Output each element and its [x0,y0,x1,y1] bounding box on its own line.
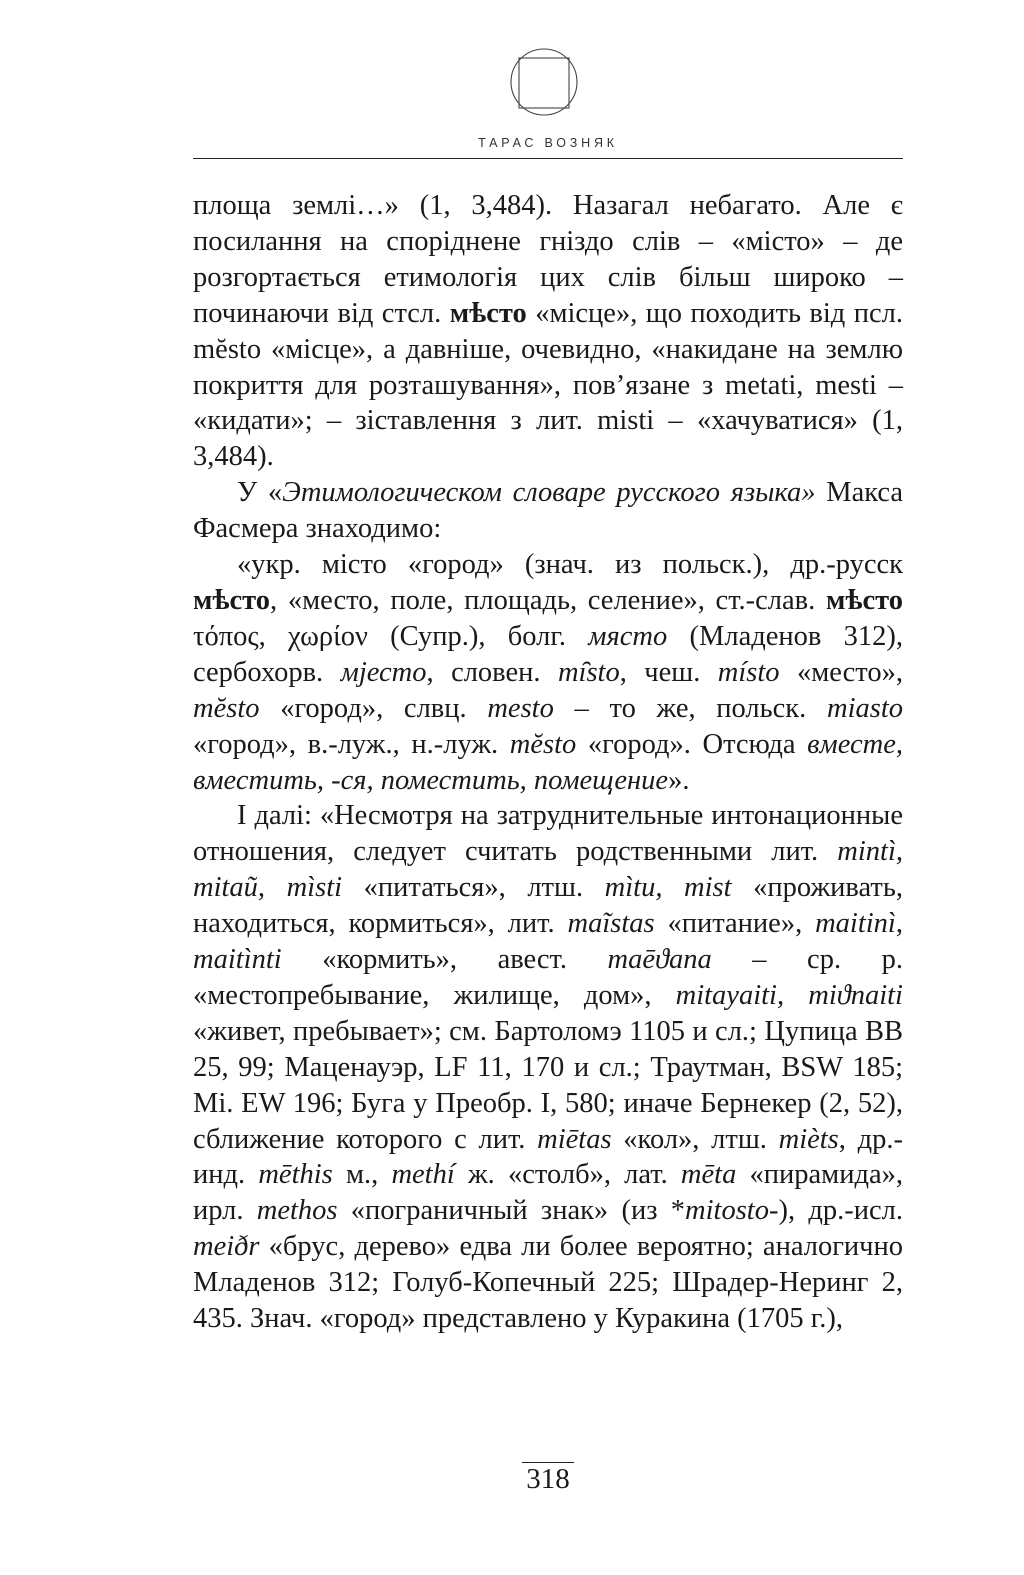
page-number-label: 318 [522,1462,574,1495]
text-segment: «проживать, находиться, кормиться», лит. [193,872,903,940]
italic-text: miasto [826,692,903,724]
italic-text: mièts [778,1123,839,1155]
paragraph [193,547,903,798]
church-slavonic-word: мѣсто [449,297,527,329]
text-segment: – то же, польск. [553,692,827,724]
italic-text: mĕsto [509,728,577,760]
text-segment: , чеш. [619,656,718,688]
italic-text: mı̑sto [557,656,620,688]
church-slavonic-word: мѣсто [825,584,903,616]
text-segment: «укр. місто «город» (знач. из польск.), др.-русск [237,549,903,581]
italic-text: miētas [537,1123,612,1155]
italic-text: meiðr [193,1231,260,1263]
text-segment: «кол», лтш. [611,1123,779,1155]
italic-text: methí [391,1159,455,1191]
text-segment: площа землі…» (1, 3,484). Назагал небагато. Але є посилання на споріднене гніздо слів – «місто» – де розгортається етимологія цих слів більш широко – починаючи від стсл. [193,190,903,329]
italic-text: мјесто [340,656,427,688]
header-divider [193,158,903,159]
italic-text: Этимологическом словаре русского языка» [282,477,816,509]
text-segment: «город», в.-луж., н.-луж. [193,728,510,760]
text-segment: , словен. [426,656,558,688]
text-segment: У « [237,477,283,509]
paragraph [193,475,903,547]
italic-text: maitìnti [193,944,282,976]
italic-text: място [588,620,668,652]
text-segment: «город». Отсюда [576,728,808,760]
italic-text: maitinì [815,908,896,940]
italic-text: methos [256,1195,338,1227]
text-segment: ». [668,764,690,796]
text-segment: «пирамида», ирл. [193,1159,903,1227]
italic-text: mesto [487,692,554,724]
text-segment: , др.-инд. [193,1123,903,1191]
text-segment: «живет, пребывает»; см. Бартоломэ 1105 и сл.; Цупица ВВ 25, 99; Маценауэр, LF 11, 170 и сл.; Траутман, BSW 185; Mi. EW 196; Буга у Преобр. I, 580; иначе Бернекер (2, 52), сближение которого с лит. [193,1015,903,1155]
text-segment: «брус, дерево» едва ли более вероятно; аналогично Младенов 312; Голуб-Копечный 225; Шрадер-Неринг 2, 435. Знач. «город» представлено у Куракина (1705 г.), [193,1231,903,1335]
italic-text: maēϑana [607,944,712,976]
book-logo-icon [509,47,579,117]
italic-text: mitosto [685,1195,769,1227]
text-segment: «кормить», авест. [281,944,608,976]
running-header-author: ТАРАС ВОЗНЯК [478,136,618,150]
text-segment: -), др.-исл. [768,1195,903,1227]
text-segment: , [895,908,903,940]
italic-text: maĩstas [567,908,655,940]
body-text [193,188,903,1337]
text-segment: «місце», що походить від псл. mĕsto «місце», а давніше, очевидно, «накидане на землю покриття для розташування», пов’язане з metati, mesti – «кидати»; – зіставлення з лит. misti – «хачуватися» (1, 3,484). [193,297,903,473]
text-segment: τόπος, χωρίον (Супр.), болг. [193,620,589,652]
text-segment: м., [332,1159,392,1191]
text-segment: ж. «столб», лат. [454,1159,681,1191]
italic-text: mìtu, mist [604,872,732,904]
text-segment: «место», [779,656,903,688]
italic-text: mitayaiti, miϑnaiti [675,979,903,1011]
text-segment: (Младенов 312), сербохорв. [193,620,903,688]
italic-text: mēthis [258,1159,333,1191]
text-segment: «пограничный знак» (из * [337,1195,686,1227]
church-slavonic-word: мѣсто [193,584,271,616]
text-segment: «город», слвц. [259,692,488,724]
text-segment: , «место, поле, площадь, селение», ст.-слав. [270,584,826,616]
text-segment: – ср. р. «местопребывание, жилище, дом», [193,944,903,1011]
text-segment: Макса Фасмера знаходимо: [193,477,904,545]
text-segment: «питание», [654,908,816,940]
italic-text: mĕsto [193,692,260,724]
text-segment: «питаться», лтш. [342,872,605,904]
page-number [193,1463,903,1496]
italic-text: místo [717,656,780,688]
italic-text: mēta [680,1159,737,1191]
paragraph [193,798,903,1337]
text-segment: І далі: «Несмотря на затруднительные интонационные отношения, следует считать родственными лит. [193,800,903,868]
italic-text: mintì, mitaũ, mìsti [193,836,903,904]
italic-text: вместе, вместить, -ся, поместить, помещение [193,728,903,796]
paragraph [193,188,903,475]
